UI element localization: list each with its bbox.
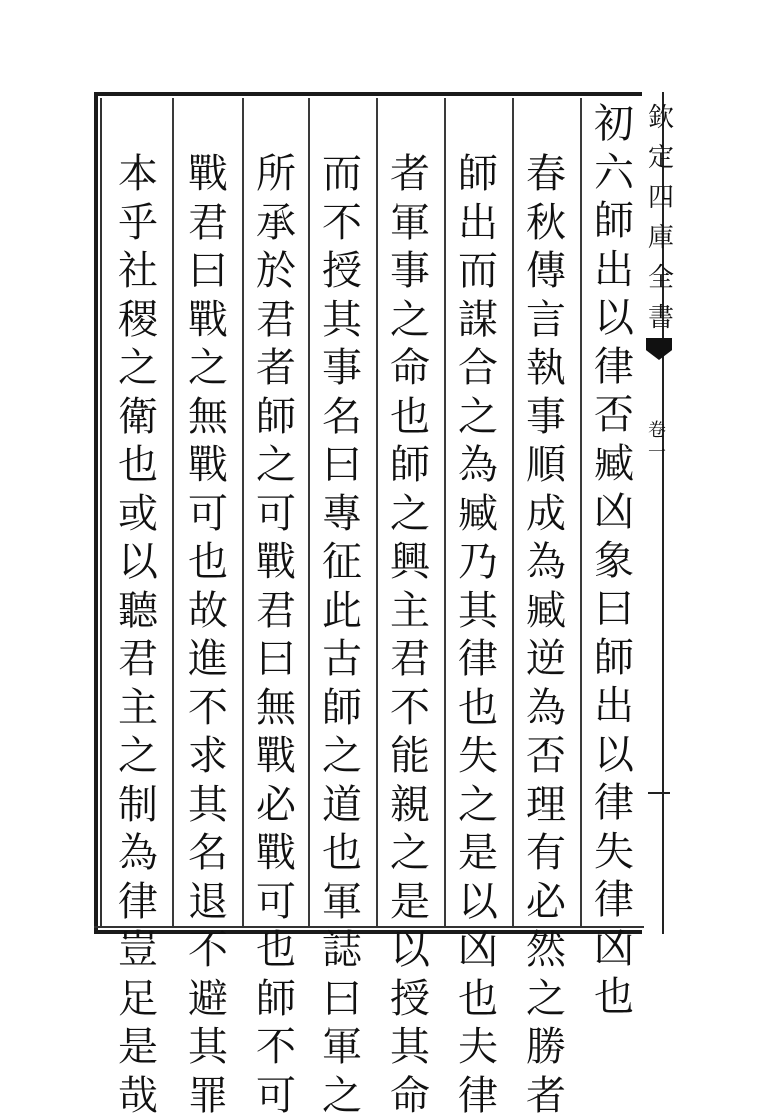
glyph: 出 [450,199,506,248]
glyph: 出 [586,246,642,295]
glyph: 勝 [518,1023,574,1072]
glyph: 乎 [110,199,166,248]
glyph: 罪 [180,1072,236,1120]
glyph: 事 [314,344,370,393]
glyph: 軍 [314,878,370,927]
glyph: 君 [180,199,236,248]
glyph: 其 [450,587,506,636]
text-column-1 [586,100,642,916]
glyph: 之 [450,781,506,830]
column-rule [242,98,244,926]
glyph: 也 [248,926,304,975]
glyph: 臧 [518,587,574,636]
glyph: 師 [586,634,642,683]
volume-label [648,420,666,464]
glyph: 師 [248,975,304,1024]
glyph: 者 [248,344,304,393]
glyph: 本 [110,150,166,199]
glyph: 書 [648,298,674,338]
glyph: 君 [382,635,438,684]
margin-title [646,98,676,338]
glyph: 是 [382,878,438,927]
glyph: 否 [586,391,642,440]
column-rule [580,98,582,926]
glyph: 必 [248,781,304,830]
glyph: 合 [450,344,506,393]
glyph: 傳 [518,247,574,296]
glyph: 執 [518,344,574,393]
glyph: 主 [110,684,166,733]
glyph: 退 [180,878,236,927]
glyph: 可 [248,878,304,927]
glyph: 凶 [586,488,642,537]
glyph: 之 [180,344,236,393]
glyph: 理 [518,781,574,830]
glyph: 必 [518,878,574,927]
glyph: 曰 [586,585,642,634]
glyph: 求 [180,732,236,781]
glyph: 能 [382,732,438,781]
glyph: 夫 [450,1023,506,1072]
text-column-6 [248,150,304,966]
glyph: 為 [518,538,574,587]
glyph: 承 [248,199,304,248]
glyph: 之 [450,393,506,442]
glyph: 律 [586,343,642,392]
margin-tick [648,792,670,794]
glyph: 之 [110,344,166,393]
glyph: 曰 [248,635,304,684]
glyph: 之 [314,1072,370,1120]
glyph: 卷 [648,420,666,442]
glyph: 或 [110,490,166,539]
glyph: 之 [248,441,304,490]
glyph: 一 [648,442,666,464]
glyph: 曰 [180,247,236,296]
glyph: 也 [586,973,642,1022]
glyph: 也 [450,975,506,1024]
glyph: 而 [314,150,370,199]
glyph: 此 [314,587,370,636]
glyph: 之 [518,975,574,1024]
text-column-8 [110,150,166,966]
glyph: 軍 [382,199,438,248]
glyph: 不 [180,684,236,733]
glyph: 師 [248,393,304,442]
glyph: 稷 [110,296,166,345]
glyph: 出 [586,682,642,731]
glyph: 凶 [586,925,642,974]
glyph: 命 [382,344,438,393]
frame-inner-line [100,98,102,928]
glyph: 聽 [110,587,166,636]
glyph: 名 [314,393,370,442]
glyph: 臧 [586,440,642,489]
glyph: 之 [314,732,370,781]
glyph: 象 [586,537,642,586]
glyph: 之 [382,829,438,878]
glyph: 律 [450,1072,506,1120]
glyph: 也 [314,829,370,878]
glyph: 之 [110,732,166,781]
text-column-7 [180,150,236,966]
glyph: 逆 [518,635,574,684]
glyph: 為 [518,684,574,733]
glyph: 衛 [110,393,166,442]
glyph: 成 [518,490,574,539]
glyph: 律 [586,779,642,828]
column-rule [376,98,378,926]
glyph: 君 [248,296,304,345]
glyph: 庫 [648,218,674,258]
glyph: 失 [586,828,642,877]
glyph: 誌 [314,926,370,975]
glyph: 制 [110,781,166,830]
glyph: 事 [382,247,438,296]
glyph: 六 [586,149,642,198]
glyph: 專 [314,490,370,539]
glyph: 以 [382,926,438,975]
glyph: 主 [382,587,438,636]
glyph: 乃 [450,538,506,587]
glyph: 律 [450,635,506,684]
glyph: 可 [180,490,236,539]
glyph: 君 [248,587,304,636]
glyph: 也 [450,684,506,733]
glyph: 授 [314,247,370,296]
glyph: 欽 [648,98,674,138]
glyph: 以 [586,294,642,343]
glyph: 律 [586,876,642,925]
glyph: 謀 [450,296,506,345]
glyph: 定 [648,138,674,178]
column-rule [172,98,174,926]
glyph: 所 [248,150,304,199]
glyph: 之 [382,296,438,345]
glyph: 是 [110,1023,166,1072]
glyph: 者 [382,150,438,199]
glyph: 然 [518,926,574,975]
glyph: 有 [518,829,574,878]
text-column-3 [450,150,506,966]
glyph: 其 [180,1023,236,1072]
glyph: 也 [180,538,236,587]
glyph: 避 [180,975,236,1024]
glyph: 進 [180,635,236,684]
glyph: 以 [586,731,642,780]
glyph: 初 [586,100,642,149]
glyph: 以 [110,538,166,587]
glyph: 豈 [110,926,166,975]
glyph: 四 [648,178,674,218]
glyph: 春 [518,150,574,199]
text-column-4 [382,150,438,966]
glyph: 親 [382,781,438,830]
glyph: 興 [382,538,438,587]
glyph: 古 [314,635,370,684]
glyph: 秋 [518,199,574,248]
glyph: 不 [382,684,438,733]
column-rule [308,98,310,926]
glyph: 而 [450,247,506,296]
glyph: 師 [450,150,506,199]
glyph: 其 [382,1023,438,1072]
glyph: 師 [586,197,642,246]
glyph: 師 [382,441,438,490]
glyph: 師 [314,684,370,733]
column-rule [444,98,446,926]
glyph: 戰 [248,732,304,781]
glyph: 律 [110,878,166,927]
glyph: 也 [382,393,438,442]
glyph: 為 [110,829,166,878]
glyph: 無 [248,684,304,733]
glyph: 也 [110,441,166,490]
glyph: 是 [450,829,506,878]
glyph: 於 [248,247,304,296]
glyph: 軍 [314,1023,370,1072]
text-column-5 [314,150,370,966]
glyph: 故 [180,587,236,636]
glyph: 曰 [314,441,370,490]
glyph: 順 [518,441,574,490]
glyph: 以 [450,878,506,927]
glyph: 臧 [450,490,506,539]
glyph: 哉 [110,1072,166,1120]
glyph: 不 [248,1023,304,1072]
glyph: 戰 [180,441,236,490]
glyph: 其 [180,781,236,830]
glyph: 言 [518,296,574,345]
glyph: 可 [248,1072,304,1120]
glyph: 戰 [248,538,304,587]
glyph: 否 [518,732,574,781]
glyph: 失 [450,732,506,781]
glyph: 凶 [450,926,506,975]
glyph: 命 [382,1072,438,1120]
glyph: 其 [314,296,370,345]
glyph: 全 [648,258,674,298]
glyph: 戰 [180,296,236,345]
glyph: 無 [180,393,236,442]
glyph: 可 [248,490,304,539]
glyph: 道 [314,781,370,830]
glyph: 不 [314,199,370,248]
glyph: 戰 [248,829,304,878]
glyph: 名 [180,829,236,878]
glyph: 征 [314,538,370,587]
glyph: 事 [518,393,574,442]
glyph: 社 [110,247,166,296]
glyph: 者 [518,1072,574,1120]
glyph: 君 [110,635,166,684]
glyph: 戰 [180,150,236,199]
text-column-2 [518,150,574,966]
glyph: 足 [110,975,166,1024]
glyph: 授 [382,975,438,1024]
glyph: 之 [382,490,438,539]
glyph: 曰 [314,975,370,1024]
glyph: 為 [450,441,506,490]
glyph: 不 [180,926,236,975]
column-rule [512,98,514,926]
